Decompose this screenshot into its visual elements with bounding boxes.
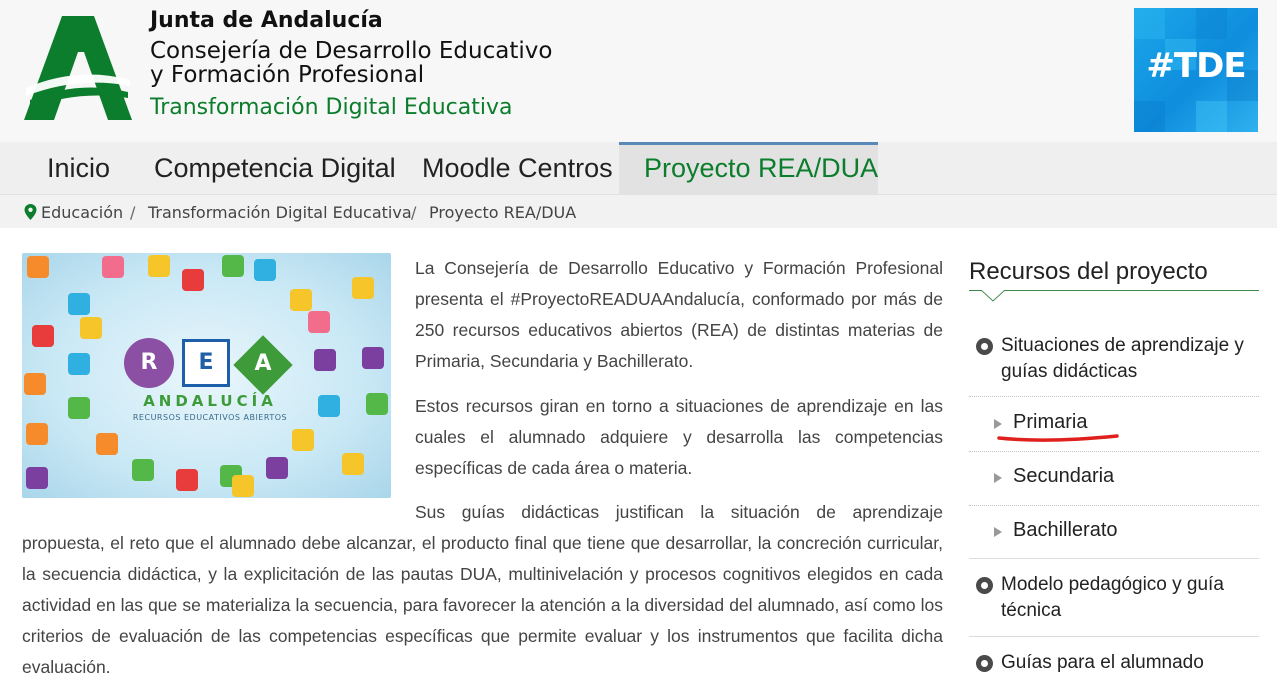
decorative-cube [290, 289, 312, 311]
divider [969, 505, 1259, 506]
sidebar-subitem-bachillerato[interactable]: Bachillerato [1013, 519, 1118, 541]
decorative-cube [314, 349, 336, 371]
decorative-cube [102, 256, 124, 278]
decorative-cube [68, 293, 90, 315]
sidebar-item-situaciones[interactable]: Situaciones de aprendizaje y guías didácticas [1001, 335, 1244, 382]
sidebar-item-guias-alumnado[interactable]: Guías para el alumnado [1001, 652, 1204, 673]
triangle-bullet-icon [994, 527, 1002, 537]
tde-badge[interactable] [1134, 8, 1258, 132]
intro-paragraph: La Consejería de Desarrollo Educativo y Formación Profesional presenta el #ProyectoREADUAAndalucía, conformado por más de 250 recursos educativos abiertos (REA) de distintas materias de Primaria, Secundaria y Bachillerato. [415, 258, 943, 371]
decorative-cube [254, 259, 276, 281]
decorative-cube [182, 269, 204, 291]
sidebar-subitem-primaria[interactable]: Primaria [1013, 411, 1088, 433]
rea-andalucia-image [22, 253, 391, 498]
divider [969, 558, 1259, 559]
triangle-bullet-icon [994, 473, 1002, 483]
rea-letter-e: E [182, 339, 230, 387]
decorative-cube [148, 255, 170, 277]
main-nav [0, 142, 1277, 194]
rea-tagline: RECURSOS EDUCATIVOS ABIERTOS [132, 413, 288, 422]
decorative-cube [68, 397, 90, 419]
sidebar-title: Recursos del proyecto [969, 258, 1208, 285]
rea-wordmark: ANDALUCÍA [143, 392, 277, 410]
breadcrumb [0, 194, 1277, 228]
resources-paragraph: Estos recursos giran en torno a situaciones de aprendizaje en las cuales el alumnado adquiere y desarrolla las competencias específicas de cada área o materia. [415, 396, 943, 478]
decorative-cube [232, 475, 254, 497]
decorative-cube [26, 423, 48, 445]
breadcrumb-separator: / [411, 203, 417, 222]
breadcrumb-item-educacion[interactable]: Educación [41, 203, 124, 222]
decorative-cube [132, 459, 154, 481]
junta-andalucia-logo[interactable] [24, 16, 132, 120]
org-name: Junta de Andalucía [150, 8, 383, 33]
decorative-cube [292, 429, 314, 451]
rea-letter-r: R [124, 338, 174, 388]
decorative-cube [24, 373, 46, 395]
map-pin-icon [24, 204, 37, 220]
divider [969, 396, 1259, 397]
decorative-cube [27, 256, 49, 278]
decorative-cube [362, 347, 384, 369]
guides-paragraph: propuesta, el reto que el alumnado debe alcanzar, el producto final que tiene que desarrollar, la concreción curricular, la secuencia didáctica, y la explicitación de las pautas DUA, multinivelación y procesos cognitivos elegidos en cada actividad en las que se materializa la secuencia, para favorecer la atención a la diversidad del alumnado, así como los criterios de evaluación de las competencias específicas que permite evaluar y los instrumentos que facilita dicha evaluación. [22, 533, 943, 677]
caret-down-icon [981, 290, 1005, 302]
breadcrumb-item-current: Proyecto REA/DUA [429, 203, 577, 222]
triangle-bullet-icon [994, 419, 1002, 429]
sidebar-item-modelo-pedagogico[interactable]: Modelo pedagógico y guía técnica [1001, 574, 1224, 621]
decorative-cube [266, 457, 288, 479]
decorative-cube [222, 255, 244, 277]
radio-bullet-icon [976, 338, 993, 355]
department-line-1: Consejería de Desarrollo Educativo [150, 38, 553, 64]
decorative-cube [366, 393, 388, 415]
divider [969, 636, 1259, 637]
decorative-cube [308, 311, 330, 333]
radio-bullet-icon [976, 577, 993, 594]
department-name [150, 39, 552, 87]
red-underline-annotation [997, 433, 1119, 445]
decorative-cube [68, 353, 90, 375]
guides-paragraph-first-line: Sus guías didácticas justifican la situación de aprendizaje [415, 502, 943, 522]
nav-item-competencia-digital[interactable]: Competencia Digital [154, 153, 396, 183]
breadcrumb-separator: / [130, 203, 136, 222]
sidebar-subitem-secundaria[interactable]: Secundaria [1013, 465, 1115, 487]
department-line-2: y Formación Profesional [150, 62, 425, 88]
divider [969, 451, 1259, 452]
decorative-cube [352, 277, 374, 299]
decorative-cube [342, 453, 364, 475]
tde-label: #TDE [1146, 46, 1246, 86]
decorative-cube [26, 467, 48, 489]
rea-letter-a: A [254, 351, 272, 376]
sidebar-title-underline [969, 290, 1259, 291]
site-header [0, 0, 1277, 142]
decorative-cube [96, 433, 118, 455]
breadcrumb-item-transformacion[interactable]: Transformación Digital Educativa [148, 203, 412, 222]
radio-bullet-icon [976, 655, 993, 672]
nav-item-moodle-centros[interactable]: Moodle Centros [422, 153, 613, 183]
site-subtitle[interactable]: Transformación Digital Educativa [150, 95, 513, 120]
decorative-cube [80, 317, 102, 339]
decorative-cube [318, 395, 340, 417]
decorative-cube [32, 325, 54, 347]
decorative-cube [176, 469, 198, 491]
nav-item-inicio[interactable]: Inicio [47, 153, 111, 183]
nav-item-proyecto-rea-dua[interactable]: Proyecto REA/DUA [619, 142, 878, 194]
